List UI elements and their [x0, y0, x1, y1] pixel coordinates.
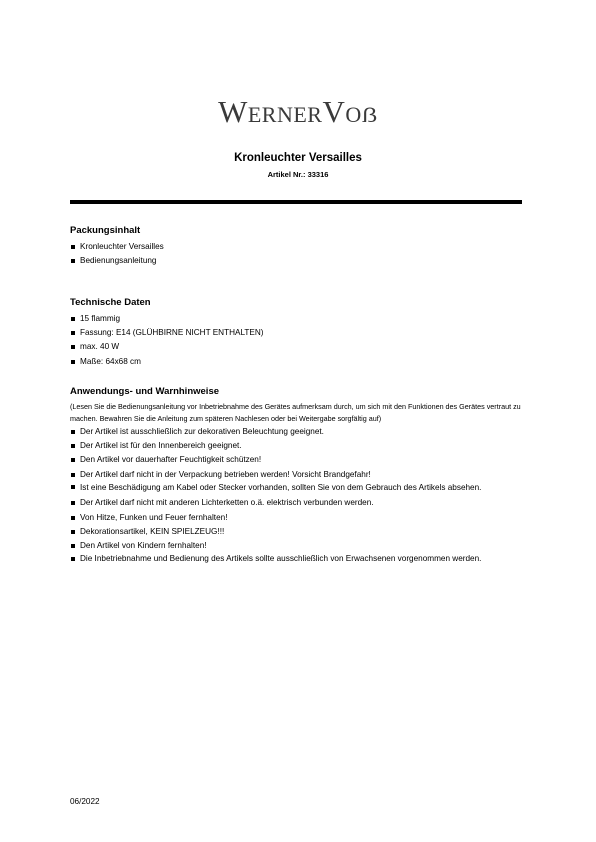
bullet-icon [71, 317, 75, 321]
technical-section [70, 296, 525, 369]
bullet-icon [71, 530, 75, 534]
list-item: 15 flammig [70, 312, 525, 326]
list-item: Von Hitze, Funken und Feuer fernhalten! [70, 511, 525, 525]
bullet-icon [71, 544, 75, 548]
list-item: Kronleuchter Versailles [70, 240, 525, 254]
bullet-icon [71, 501, 75, 505]
list-item: Maße: 64x68 cm [70, 355, 525, 369]
brand-logo [0, 94, 596, 133]
logo-text: Oẞ [345, 102, 378, 127]
warnings-intro: (Lesen Sie die Bedienungsanleitung vor Inbetriebnahme des Gerätes aufmerksam durch, um sich mit den Funktionen des Gerätes vertraut zu machen. Bewahren Sie die Anleitung zum späteren Nachlesen oder bei Weitergabe sorgfältig auf) [70, 402, 521, 423]
bullet-icon [71, 516, 75, 520]
product-title: Kronleuchter Versailles [234, 152, 362, 164]
bullet-icon [71, 485, 75, 489]
bullet-icon [71, 430, 75, 434]
divider-rule [70, 200, 522, 204]
list-item: Den Artikel von Kindern fernhalten! [70, 539, 525, 553]
bullet-icon [71, 259, 75, 263]
list-item: Die Inbetriebnahme und Bedienung des Artikels sollte ausschließlich von Erwachsenen vorgenommen werden. [70, 553, 525, 565]
list-item: Bedienungsanleitung [70, 254, 525, 268]
logo-text: ERNER [247, 102, 323, 127]
bullet-icon [71, 458, 75, 462]
footer-date: 06/2022 [70, 797, 100, 806]
bullet-icon [71, 345, 75, 349]
packaging-section [70, 224, 525, 268]
packaging-list [70, 240, 525, 268]
warnings-list [70, 425, 525, 565]
list-item: Den Artikel vor dauerhafter Feuchtigkeit schützen! [70, 453, 525, 467]
warnings-section [70, 385, 525, 568]
bullet-icon [71, 331, 75, 335]
bullet-icon [71, 360, 75, 364]
warnings-heading: Anwendungs- und Warnhinweise [70, 386, 220, 397]
bullet-icon [71, 557, 75, 561]
logo-letter: V [322, 94, 346, 129]
technical-heading: Technische Daten [70, 297, 151, 308]
article-number: Artikel Nr.: 33316 [267, 170, 329, 179]
list-item: Der Artikel ist für den Innenbereich geeignet. [70, 439, 525, 453]
list-item: Dekorationsartikel, KEIN SPIELZEUG!!! [70, 525, 525, 539]
bullet-icon [71, 245, 75, 249]
technical-list [70, 312, 525, 369]
list-item: Der Artikel ist ausschließlich zur dekorativen Beleuchtung geeignet. [70, 425, 525, 439]
packaging-heading: Packungsinhalt [70, 225, 141, 236]
list-item: max. 40 W [70, 340, 525, 354]
bullet-icon [71, 473, 75, 477]
bullet-icon [71, 444, 75, 448]
list-item: Der Artikel darf nicht in der Verpackung betrieben werden! Vorsicht Brandgefahr! [70, 468, 525, 482]
list-item: Fassung: E14 (GLÜHBIRNE NICHT ENTHALTEN) [70, 326, 525, 340]
logo-letter: W [218, 94, 248, 129]
list-item: Der Artikel darf nicht mit anderen Lichterketten o.ä. elektrisch verbunden werden. [70, 496, 525, 510]
list-item: Ist eine Beschädigung am Kabel oder Stecker vorhanden, sollten Sie von dem Gebrauch des Artikels absehen. [70, 482, 525, 494]
